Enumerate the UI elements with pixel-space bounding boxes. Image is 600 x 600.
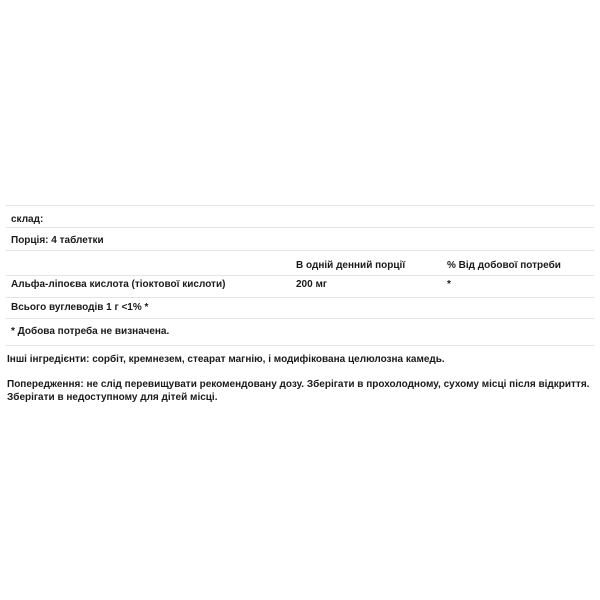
composition-title-row — [6, 205, 594, 228]
ingredient-daily-value: * — [447, 279, 451, 290]
per-serving-header: В одній денний порції — [296, 260, 406, 271]
supplement-facts-table — [6, 205, 594, 346]
footnote-row — [6, 319, 594, 346]
ingredient-name: Альфа-ліпоєва кислота (тіоктової кислоти) — [11, 279, 226, 290]
supplement-facts-document — [0, 205, 600, 404]
warning-line-1: Попередження: не слід перевищувати рекомендовану дозу. Зберігати в прохолодному, сухому місці після відкриття. — [7, 379, 590, 390]
carbs-row — [6, 298, 594, 319]
portion-size: Порція: 4 таблетки — [11, 235, 104, 246]
other-ingredients-text: Інші інгредієнти: сорбіт, кремнезем, стеарат магнію, і модифікована целюлозна камедь. — [7, 354, 445, 365]
portion-row — [6, 228, 594, 251]
warning-block — [7, 378, 600, 404]
warning-line-2: Зберігати в недоступному для дітей місці. — [7, 392, 218, 403]
ingredient-amount: 200 мг — [296, 279, 328, 290]
table-header-row — [6, 251, 594, 276]
daily-value-header: % Від добової потреби — [447, 260, 561, 271]
total-carbs: Всього вуглеводів 1 г <1% * — [11, 302, 149, 313]
composition-title: склад: — [11, 214, 44, 225]
daily-value-footnote: * Добова потреба не визначена. — [11, 326, 170, 337]
table-row — [6, 276, 594, 298]
